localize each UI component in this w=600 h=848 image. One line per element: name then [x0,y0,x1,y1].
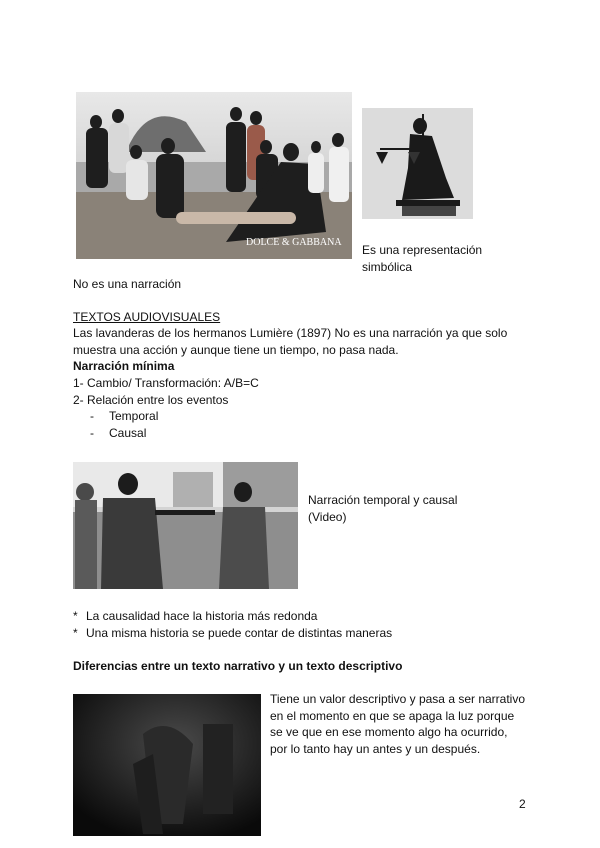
differences-paragraph-line3: se ve que en ese momento algo ha ocurrido, [270,725,508,739]
subheading-minimal-narration: Narración mínima [73,359,175,373]
war-photo [73,462,298,589]
statue-caption-line2: simbólica [362,260,413,274]
subitem-bullet: - [90,426,94,440]
section-heading-differences: Diferencias entre un texto narrativo y un texto descriptivo [73,659,403,673]
audiovisual-paragraph-line1: Las lavanderas de los hermanos Lumière (1897) No es una narración ya que solo [73,326,508,340]
war-photo-caption-line2: (Video) [308,510,347,524]
asterisk-bullet: * [73,609,78,623]
subitem-temporal: Temporal [109,409,159,423]
fashion-photo [76,92,352,259]
asterisk-note-same-story: Una misma historia se puede contar de distintas maneras [86,626,393,640]
differences-paragraph-line4: por lo tanto hay un antes y un después. [270,742,481,756]
subitem-bullet: - [90,409,94,423]
section-heading-audiovisual: TEXTOS AUDIOVISUALES [73,310,221,324]
differences-paragraph-line1: Tiene un valor descriptivo y pasa a ser narrativo [270,692,526,706]
fashion-logo: DOLCE & GABBANA [246,237,342,248]
statue-caption-line1: Es una representación [362,243,483,257]
war-photo-caption-line1: Narración temporal y causal [308,493,458,507]
subitem-causal: Causal [109,426,147,440]
asterisk-note-causality: La causalidad hace la historia más redonda [86,609,318,623]
asterisk-bullet: * [73,626,78,640]
audiovisual-paragraph-line2: muestra una acción y aunque tiene un tiempo, no pasa nada. [73,343,399,357]
page-number: 2 [519,797,526,811]
list-item-change: 1- Cambio/ Transformación: A/B=C [73,376,259,390]
list-item-relation: 2- Relación entre los eventos [73,393,229,407]
differences-paragraph-line2: en el momento en que se apaga la luz porque [270,709,515,723]
dark-photo [73,694,261,836]
no-narration-note: No es una narración [73,277,182,291]
justice-statue-image [362,108,473,219]
